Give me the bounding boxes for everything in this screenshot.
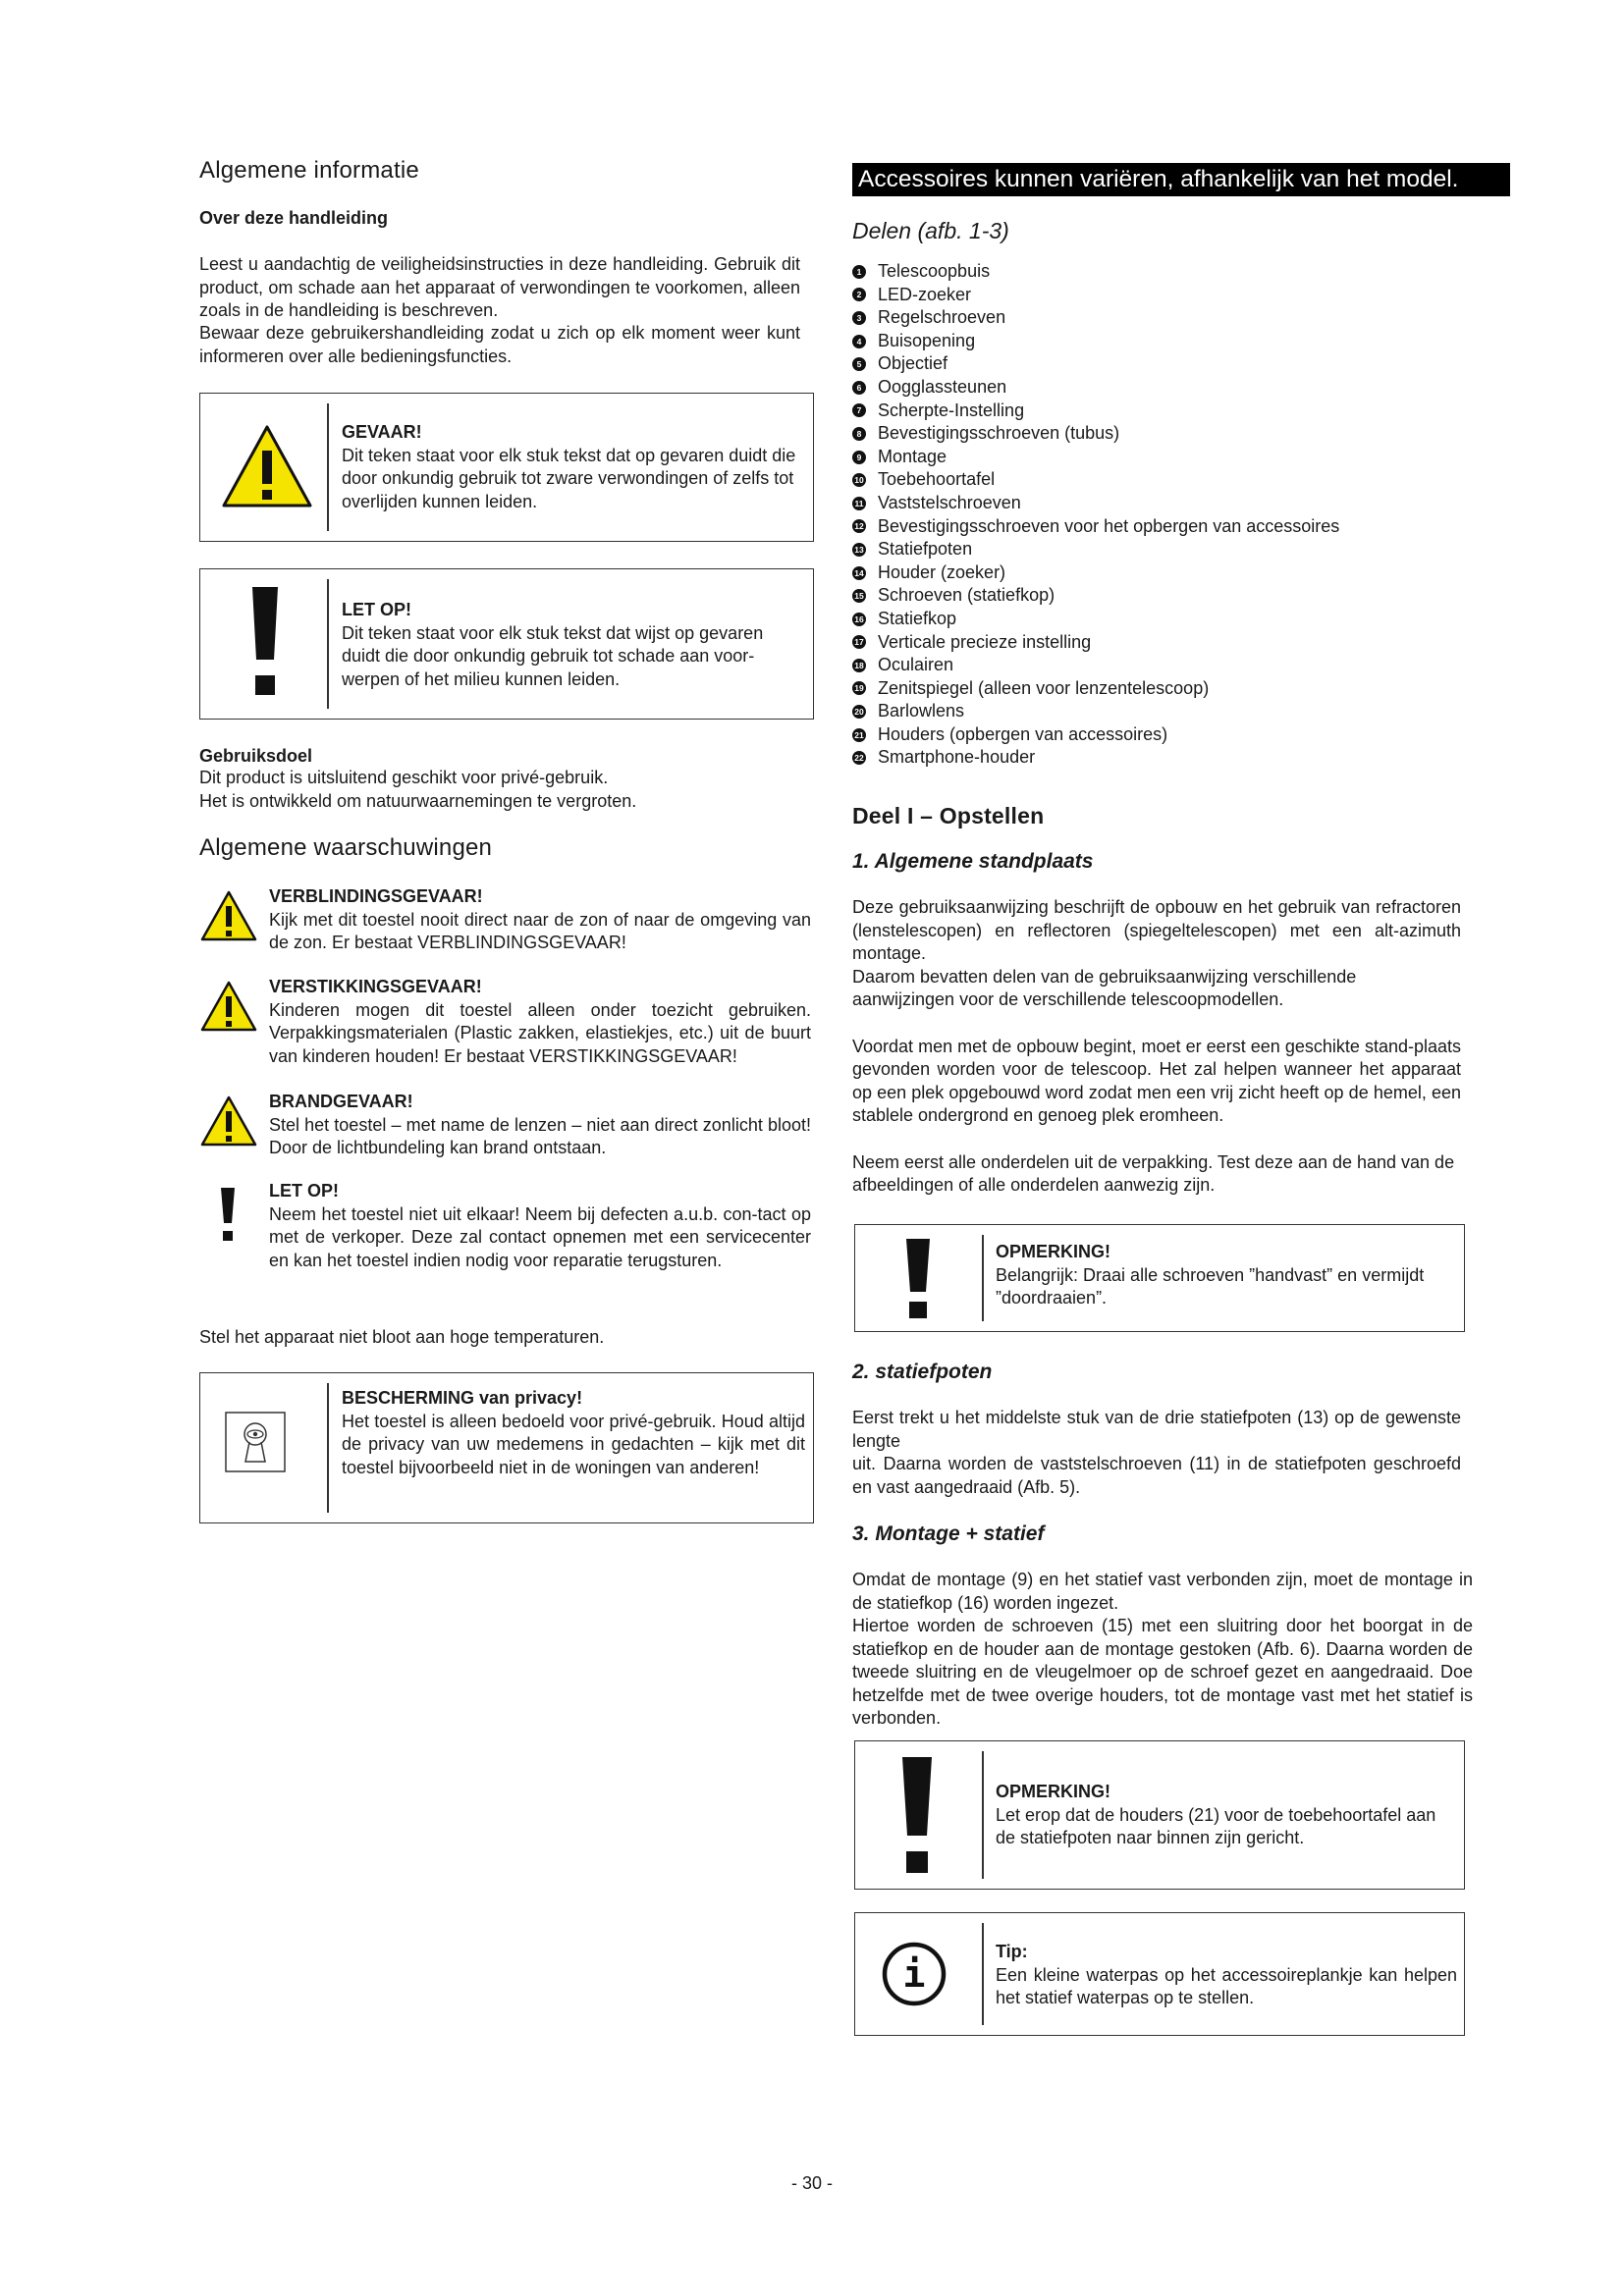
section2-body — [852, 1407, 1461, 1499]
part-number-badge: 17 — [852, 635, 866, 649]
section3-heading: 3. Montage + statief — [852, 1522, 1045, 1545]
svg-text:i: i — [902, 1952, 926, 1996]
keyhole-eye-icon — [224, 1411, 287, 1478]
part-number-badge: 15 — [852, 589, 866, 603]
part-label: Bevestigingsschroeven (tubus) — [878, 423, 1120, 444]
part-item — [852, 422, 1481, 446]
part-number-badge: 14 — [852, 566, 866, 580]
temperature-note: Stel het apparaat niet bloot aan hoge temperaturen. — [199, 1327, 605, 1347]
section3-p1: Omdat de montage (9) en het statief vast verbonden zijn, moet de montage in de statiefkop (16) worden ingezet. — [852, 1570, 1473, 1613]
note2-title: OPMERKING! — [996, 1782, 1110, 1801]
warning-title: BRANDGEVAAR! — [269, 1092, 413, 1111]
part-item — [852, 352, 1481, 376]
part-label: Verticale precieze instelling — [878, 631, 1092, 652]
info-icon — [879, 1939, 949, 2014]
caution-box — [199, 568, 814, 720]
part-item — [852, 306, 1481, 330]
exclamation-icon — [221, 1188, 235, 1248]
part-item — [852, 631, 1481, 655]
exclamation-icon — [902, 1757, 932, 1880]
part-item — [852, 376, 1481, 400]
part-number-badge: 4 — [852, 335, 866, 348]
purpose-heading: Gebruiksdoel — [199, 746, 313, 766]
part-item — [852, 723, 1481, 747]
section1-heading: 1. Algemene standplaats — [852, 850, 1094, 873]
part-item — [852, 330, 1481, 353]
caution-title: LET OP! — [342, 600, 411, 619]
part-item — [852, 561, 1481, 585]
caution-text: Dit teken staat voor elk stuk tekst dat wijst op gevaren duidt die door onkundig gebruik tot schade aan voor-werpen of het milieu kunnen leiden. — [342, 622, 764, 689]
part-label: Bevestigingsschroeven voor het opbergen van accessoires — [878, 515, 1340, 536]
warning-text: Stel het toestel – met name de lenzen – niet aan direct zonlicht bloot! Door de lichtbundeling kan brand ontstaan. — [269, 1114, 811, 1157]
parts-list — [852, 260, 1481, 770]
part-item — [852, 746, 1481, 770]
part-item — [852, 492, 1481, 515]
note2-text: Let erop dat de houders (21) voor de toebehoortafel aan de statiefpoten naar binnen zijn gericht. — [996, 1804, 1436, 1847]
page-number: - 30 - — [790, 2173, 833, 2193]
part-label: Barlowlens — [878, 701, 965, 721]
general-info-heading: Algemene informatie — [199, 157, 419, 184]
section1-p1: Deze gebruiksaanwijzing beschrijft de opbouw en het gebruik van refractoren (lenstelescopen) en reflectoren (spiegeltelescopen) met een alt-azimuth montage. — [852, 897, 1461, 963]
part-label: Toebehoortafel — [878, 469, 996, 490]
part-item — [852, 654, 1481, 677]
part-label: Buisopening — [878, 330, 976, 350]
part-number-badge: 8 — [852, 427, 866, 441]
exclamation-icon — [906, 1239, 930, 1324]
note-box-1 — [854, 1224, 1465, 1332]
about-manual-text2: Bewaar deze gebruikershandleiding zodat u zich op elk moment weer kunt informeren over alle bedieningsfuncties. — [199, 323, 800, 366]
part-number-badge: 5 — [852, 357, 866, 371]
part-label: Oculairen — [878, 655, 954, 675]
warning-title: VERBLINDINGSGEVAAR! — [269, 886, 483, 906]
deel-heading: Deel I – Opstellen — [852, 803, 1045, 828]
tip-box — [854, 1912, 1465, 2036]
part-number-badge: 19 — [852, 681, 866, 695]
danger-box — [199, 393, 814, 542]
part-label: Scherpte-Instelling — [878, 400, 1025, 420]
section1-p3: Neem eerst alle onderdelen uit de verpakking. Test deze aan de hand van de afbeeldingen of alle onderdelen aanwezig zijn. — [852, 1151, 1455, 1195]
part-item — [852, 608, 1481, 631]
part-label: Statiefkop — [878, 608, 957, 628]
part-label: Houders (opbergen van accessoires) — [878, 723, 1168, 744]
part-number-badge: 7 — [852, 403, 866, 417]
warning-triangle-icon — [199, 889, 258, 947]
part-label: Montage — [878, 446, 947, 466]
section3-p2: Hiertoe worden de schroeven (15) met een sluitring door het boorgat in de statiefkop en de houder aan de montage gestoken (Afb. 6). Daarna worden de tweede sluitring en de vleugelmoer op de schroef gezet en aangedraaid. Doe hetzelfde met de twee overige houders, tot de montage vast met het statief is verbonden. — [852, 1616, 1473, 1728]
part-number-badge: 22 — [852, 751, 866, 765]
part-number-badge: 9 — [852, 451, 866, 464]
part-item — [852, 468, 1481, 492]
note-box-2 — [854, 1740, 1465, 1890]
section1-body — [852, 896, 1461, 1198]
warning-triangle-icon — [199, 980, 258, 1038]
part-label: Zenitspiegel (alleen voor lenzentelescoop) — [878, 677, 1210, 698]
part-label: Telescoopbuis — [878, 261, 991, 281]
danger-text: Dit teken staat voor elk stuk tekst dat op gevaren duidt die door onkundig gebruik tot zware verwondingen of zelfs tot overlijden kunnen leiden. — [342, 445, 796, 511]
part-number-badge: 3 — [852, 311, 866, 325]
warning-text: Kinderen mogen dit toestel alleen onder toezicht gebruiken. Verpakkingsmaterialen (Plastic zakken, elastiekjes, etc.) uit de buurt van kinderen houden! Er bestaat VERSTIKKINGSGEVAAR! — [269, 999, 811, 1066]
part-label: Houder (zoeker) — [878, 561, 1006, 582]
part-number-badge: 13 — [852, 543, 866, 557]
part-item — [852, 400, 1481, 423]
danger-title: GEVAAR! — [342, 422, 422, 442]
part-number-badge: 21 — [852, 728, 866, 742]
part-label: Vaststelschroeven — [878, 492, 1021, 512]
part-label: Smartphone-houder — [878, 747, 1036, 768]
privacy-text: Het toestel is alleen bedoeld voor privé-gebruik. Houd altijd de privacy van uw medemens in gedachten – kijk met dit toestel bijvoorbeeld niet in de woningen van anderen! — [342, 1411, 805, 1477]
warning-title: VERSTIKKINGSGEVAAR! — [269, 977, 482, 996]
warnings-heading: Algemene waarschuwingen — [199, 834, 493, 861]
note1-title: OPMERKING! — [996, 1242, 1110, 1261]
accessories-banner: Accessoires kunnen variëren, afhankelijk van het model. — [852, 163, 1510, 196]
part-number-badge: 16 — [852, 613, 866, 626]
part-number-badge: 10 — [852, 473, 866, 487]
part-number-badge: 2 — [852, 288, 866, 301]
purpose-line2: Het is ontwikkeld om natuurwaarnemingen te vergroten. — [199, 790, 637, 811]
part-item — [852, 515, 1481, 539]
part-label: Statiefpoten — [878, 539, 973, 560]
part-label: Regelschroeven — [878, 307, 1006, 328]
part-number-badge: 1 — [852, 265, 866, 279]
tip-text: Een kleine waterpas op het accessoireplankje kan helpen het statief waterpas op te stellen. — [996, 1964, 1457, 2007]
warning-triangle-icon — [220, 423, 314, 514]
part-number-badge: 18 — [852, 659, 866, 672]
privacy-title: BESCHERMING van privacy! — [342, 1388, 583, 1408]
warning-triangle-icon — [199, 1095, 258, 1152]
part-label: Oogglassteunen — [878, 376, 1007, 397]
tip-title: Tip: — [996, 1942, 1028, 1961]
warning-title: LET OP! — [269, 1181, 339, 1201]
note1-text: Belangrijk: Draai alle schroeven ”handvast” en vermijdt ”doordraaien”. — [996, 1264, 1425, 1308]
warnings-list — [199, 885, 813, 1298]
warning-text: Kijk met dit toestel nooit direct naar de zon of naar de omgeving van de zon. Er bestaat VERBLINDINGSGEVAAR! — [269, 909, 811, 952]
section3-body — [852, 1569, 1473, 1731]
part-item — [852, 677, 1481, 701]
part-number-badge: 6 — [852, 381, 866, 395]
exclamation-icon — [251, 587, 279, 702]
section2-p: Eerst trekt u het middelste stuk van de drie statiefpoten (13) op de gewenste lengte — [852, 1408, 1461, 1451]
about-manual-heading: Over deze handleiding — [199, 208, 389, 228]
purpose-section — [199, 746, 813, 813]
part-item — [852, 284, 1481, 307]
section2-p2: uit. Daarna worden de vaststelschroeven (11) in de statiefpoten geschroefd en vast aangedraaid (Afb. 5). — [852, 1454, 1461, 1497]
part-item — [852, 538, 1481, 561]
part-number-badge: 12 — [852, 519, 866, 533]
warning-text: Neem het toestel niet uit elkaar! Neem bij defecten a.u.b. con-tact op met de verkoper. Deze zal contact opnemen met een servicecenter en kan het toestel indien nodig voor reparatie terugsturen. — [269, 1203, 811, 1270]
part-item — [852, 584, 1481, 608]
parts-heading: Delen (afb. 1-3) — [852, 218, 1009, 243]
part-number-badge: 11 — [852, 497, 866, 510]
purpose-line1: Dit product is uitsluitend geschikt voor privé-gebruik. — [199, 768, 609, 787]
privacy-box — [199, 1372, 814, 1523]
part-item — [852, 446, 1481, 469]
part-number-badge: 20 — [852, 705, 866, 719]
part-item — [852, 260, 1481, 284]
part-label: Objectief — [878, 353, 948, 374]
section2-heading: 2. statiefpoten — [852, 1361, 993, 1383]
part-item — [852, 700, 1481, 723]
part-label: Schroeven (statiefkop) — [878, 585, 1056, 606]
parts-section — [852, 218, 1481, 770]
section1-p1b: Daarom bevatten delen van de gebruiksaanwijzing verschillende aanwijzingen voor de verschillende telescoopmodellen. — [852, 966, 1357, 1009]
part-label: LED-zoeker — [878, 284, 972, 304]
section1-p2: Voordat men met de opbouw begint, moet er eerst een geschikte stand-plaats gevonden worden voor de telescoop. Het zal helpen wanneer het apparaat op een plek opgebouwd word zodat men een vrij zicht heeft op de hemel, een stablele ondergrond en genoeg plek eromheen. — [852, 1036, 1461, 1125]
about-manual-text: Leest u aandachtig de veiligheidsinstructies in deze handleiding. Gebruik dit product, om schade aan het apparaat of verwondingen te voorkomen, alleen zoals in de handleiding is beschreven. — [199, 254, 800, 320]
